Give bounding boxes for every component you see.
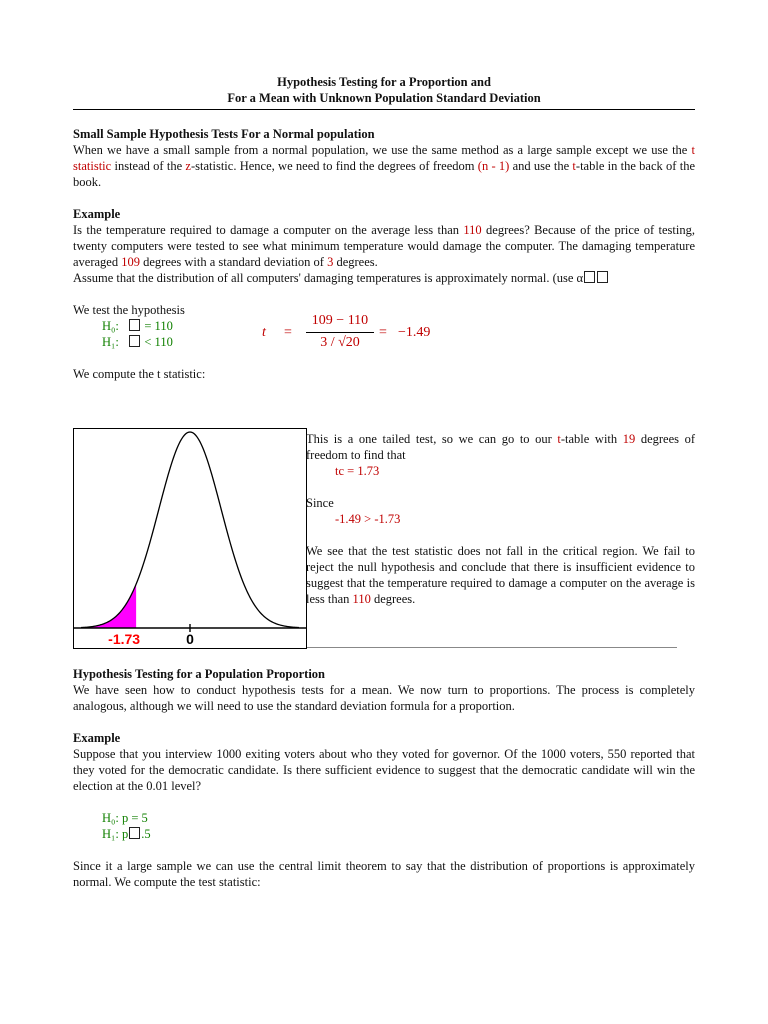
t-statistic-term: t statistic bbox=[73, 143, 695, 173]
tc-value: tc = 1.73 bbox=[335, 464, 380, 478]
example2-paragraph: Suppose that you interview 1000 exiting voters about who they voted for governor. Of the 1000 voters, 550 reported that they voted for the democratic candidate. Is there sufficient evidence to suggest that the democratic candidate will win the election at the 0.01 level? bbox=[73, 747, 695, 793]
formula-equals: = bbox=[284, 325, 292, 340]
example1-paragraph: Is the temperature required to damage a computer on the average less than 110 degrees? Because of the price of testing, twenty computers were tested to see what minimum temperature would damage the computer. The damaging temperature averaged 109 degrees with a standard deviation of 3 degrees. bbox=[73, 223, 695, 269]
mu-glyph-icon bbox=[129, 335, 140, 347]
t-statistic-formula bbox=[262, 313, 522, 353]
one-tailed-paragraph: This is a one tailed test, so we can go to our t-table with 19 degrees of freedom to find that bbox=[306, 432, 695, 462]
title-line-2: For a Mean with Unknown Population Standard Deviation bbox=[227, 91, 541, 105]
clt-paragraph: Since it a large sample we can use the central limit theorem to say that the distribution of proportions is approximately normal. We compute the test statistic: bbox=[73, 859, 695, 889]
assume-line: Assume that the distribution of all computers' damaging temperatures is approximately normal. (use α bbox=[73, 270, 695, 286]
mu-glyph-icon bbox=[129, 319, 140, 331]
document-title bbox=[73, 74, 695, 106]
formula-lhs: t bbox=[262, 325, 266, 340]
inequality: -1.49 > -1.73 bbox=[335, 512, 401, 526]
missing-glyph-icon bbox=[584, 271, 595, 283]
chart-frame bbox=[74, 429, 307, 649]
right-column bbox=[306, 431, 695, 607]
section1-heading: Small Sample Hypothesis Tests For a Normal population bbox=[73, 127, 375, 141]
we-test-line: We test the hypothesis bbox=[73, 303, 185, 317]
page-bottom bbox=[73, 666, 695, 890]
df-term: (n - 1) bbox=[477, 159, 510, 173]
since-label: Since bbox=[306, 496, 334, 510]
title-rule bbox=[73, 109, 695, 110]
center-label: 0 bbox=[186, 631, 194, 647]
example2-heading: Example bbox=[73, 731, 121, 745]
not-equal-glyph-icon bbox=[129, 827, 140, 839]
fraction-bar bbox=[306, 332, 374, 333]
t-distribution-chart bbox=[73, 428, 307, 649]
section1-paragraph: When we have a small sample from a normal population, we use the same method as a large sample except we use the t statistic instead of the z-statistic. Hence, we need to find the degrees of freedom (n - 1) and use the t-table in the back of the book. bbox=[73, 143, 696, 189]
missing-glyph-icon bbox=[597, 271, 608, 283]
section2-heading: Hypothesis Testing for a Population Proportion bbox=[73, 667, 326, 681]
conclusion-paragraph: We see that the test statistic does not fall in the critical region. We fail to reject the null hypothesis and conclude that there is insufficient evidence to suggest that the temperature required to damage a computer on the average is less than 110 degrees. bbox=[306, 544, 695, 606]
compute-line: We compute the t statistic: bbox=[73, 367, 206, 381]
critical-value-label: -1.73 bbox=[108, 631, 141, 647]
h0-line: H₀: = 110 bbox=[102, 319, 173, 333]
h1-line: H₁: < 110 bbox=[102, 335, 173, 349]
example1-heading: Example bbox=[73, 207, 121, 221]
formula-result: −1.49 bbox=[398, 325, 431, 340]
formula-equals-2: = bbox=[379, 325, 387, 340]
p-h0-line: H₀: p = 5 bbox=[102, 811, 148, 825]
section-divider bbox=[307, 647, 677, 648]
p-h1-line: H₁: p .5 bbox=[102, 827, 151, 841]
title-line-1: Hypothesis Testing for a Proportion and bbox=[277, 75, 491, 89]
formula-numerator: 109 − 110 bbox=[311, 313, 369, 328]
formula-denominator: 3 / √20 bbox=[320, 335, 360, 350]
section2-paragraph: We have seen how to conduct hypothesis tests for a mean. We now turn to proportions. The process is completely analogous, although we will need to use the standard deviation formula for a proportion. bbox=[73, 683, 695, 713]
